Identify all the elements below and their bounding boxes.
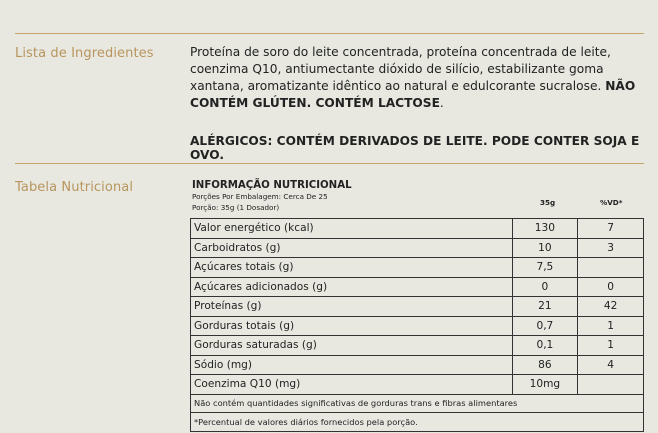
table-row	[191, 336, 644, 356]
nutrient-amount: 10mg	[512, 375, 578, 395]
gluten-period: .	[439, 96, 444, 110]
nutrient-amount: 10	[512, 238, 578, 258]
table-footnote-row	[191, 394, 644, 413]
serving-size: Porção: 35g (1 Dosador)	[192, 203, 280, 212]
ingredients-list: Proteína de soro do leite concentrada, proteína concentrada de leite, coenzima Q10, antiumectante dióxido de silício, estabilizante goma xantana, aromatizante idêntico ao natural e edulcorante sucralose.	[190, 45, 611, 93]
nutrient-vd	[578, 375, 644, 395]
table-footnote-row	[191, 413, 644, 432]
table-row	[191, 219, 644, 239]
nutrient-name: Açúcares totais (g)	[191, 258, 513, 278]
ingredients-section-label: Lista de Ingredientes	[15, 46, 154, 61]
nutrient-name: Gorduras totais (g)	[191, 316, 513, 336]
nutrient-name: Sódio (mg)	[191, 355, 513, 375]
table-row	[191, 355, 644, 375]
table-row	[191, 277, 644, 297]
nutrient-name: Açúcares adicionados (g)	[191, 277, 513, 297]
table-row	[191, 238, 644, 258]
nutrient-vd	[578, 258, 644, 278]
servings-per-package: Porções Por Embalagem: Cerca De 25	[192, 192, 328, 201]
nutrition-title: INFORMAÇÃO NUTRICIONAL	[192, 180, 352, 191]
nutrition-section-label: Tabela Nutricional	[15, 180, 134, 195]
nutrient-name: Carboidratos (g)	[191, 238, 513, 258]
footnote-daily-values: *Percentual de valores diários fornecidos pela porção.	[191, 413, 644, 432]
table-row	[191, 297, 644, 317]
nutrient-vd: 1	[578, 316, 644, 336]
nutrient-name: Gorduras saturadas (g)	[191, 336, 513, 356]
footnote-trans-fats: Não contém quantidades significativas de gorduras trans e fibras alimentares	[191, 394, 644, 413]
nutrient-amount: 0	[512, 277, 578, 297]
column-header-amount: 35g	[540, 198, 556, 207]
nutrient-name: Valor energético (kcal)	[191, 219, 513, 239]
nutrient-amount: 86	[512, 355, 578, 375]
gluten-lactose-notice: NÃO CONTÉM GLÚTEN. CONTÉM LACTOSE	[190, 79, 636, 110]
nutrient-amount: 130	[512, 219, 578, 239]
nutrient-amount: 21	[512, 297, 578, 317]
nutrient-vd: 4	[578, 355, 644, 375]
nutrient-vd: 3	[578, 238, 644, 258]
nutrient-vd: 1	[578, 336, 644, 356]
column-header-vd: %VD*	[600, 198, 623, 207]
table-row	[191, 375, 644, 395]
nutrient-vd: 7	[578, 219, 644, 239]
section-divider	[15, 163, 644, 164]
nutrient-amount: 0,7	[512, 316, 578, 336]
allergens-notice: ALÉRGICOS: CONTÉM DERIVADOS DE LEITE. PODE CONTER SOJA E OVO.	[190, 134, 640, 162]
nutrient-amount: 7,5	[512, 258, 578, 278]
table-row	[191, 258, 644, 278]
nutrient-vd: 42	[578, 297, 644, 317]
table-row	[191, 316, 644, 336]
nutrition-header	[192, 180, 352, 213]
nutrient-name: Proteínas (g)	[191, 297, 513, 317]
nutrient-vd: 0	[578, 277, 644, 297]
top-divider	[15, 33, 644, 34]
nutrient-amount: 0,1	[512, 336, 578, 356]
nutrition-table	[190, 218, 644, 432]
nutrient-name: Coenzima Q10 (mg)	[191, 375, 513, 395]
ingredients-text	[190, 44, 650, 112]
